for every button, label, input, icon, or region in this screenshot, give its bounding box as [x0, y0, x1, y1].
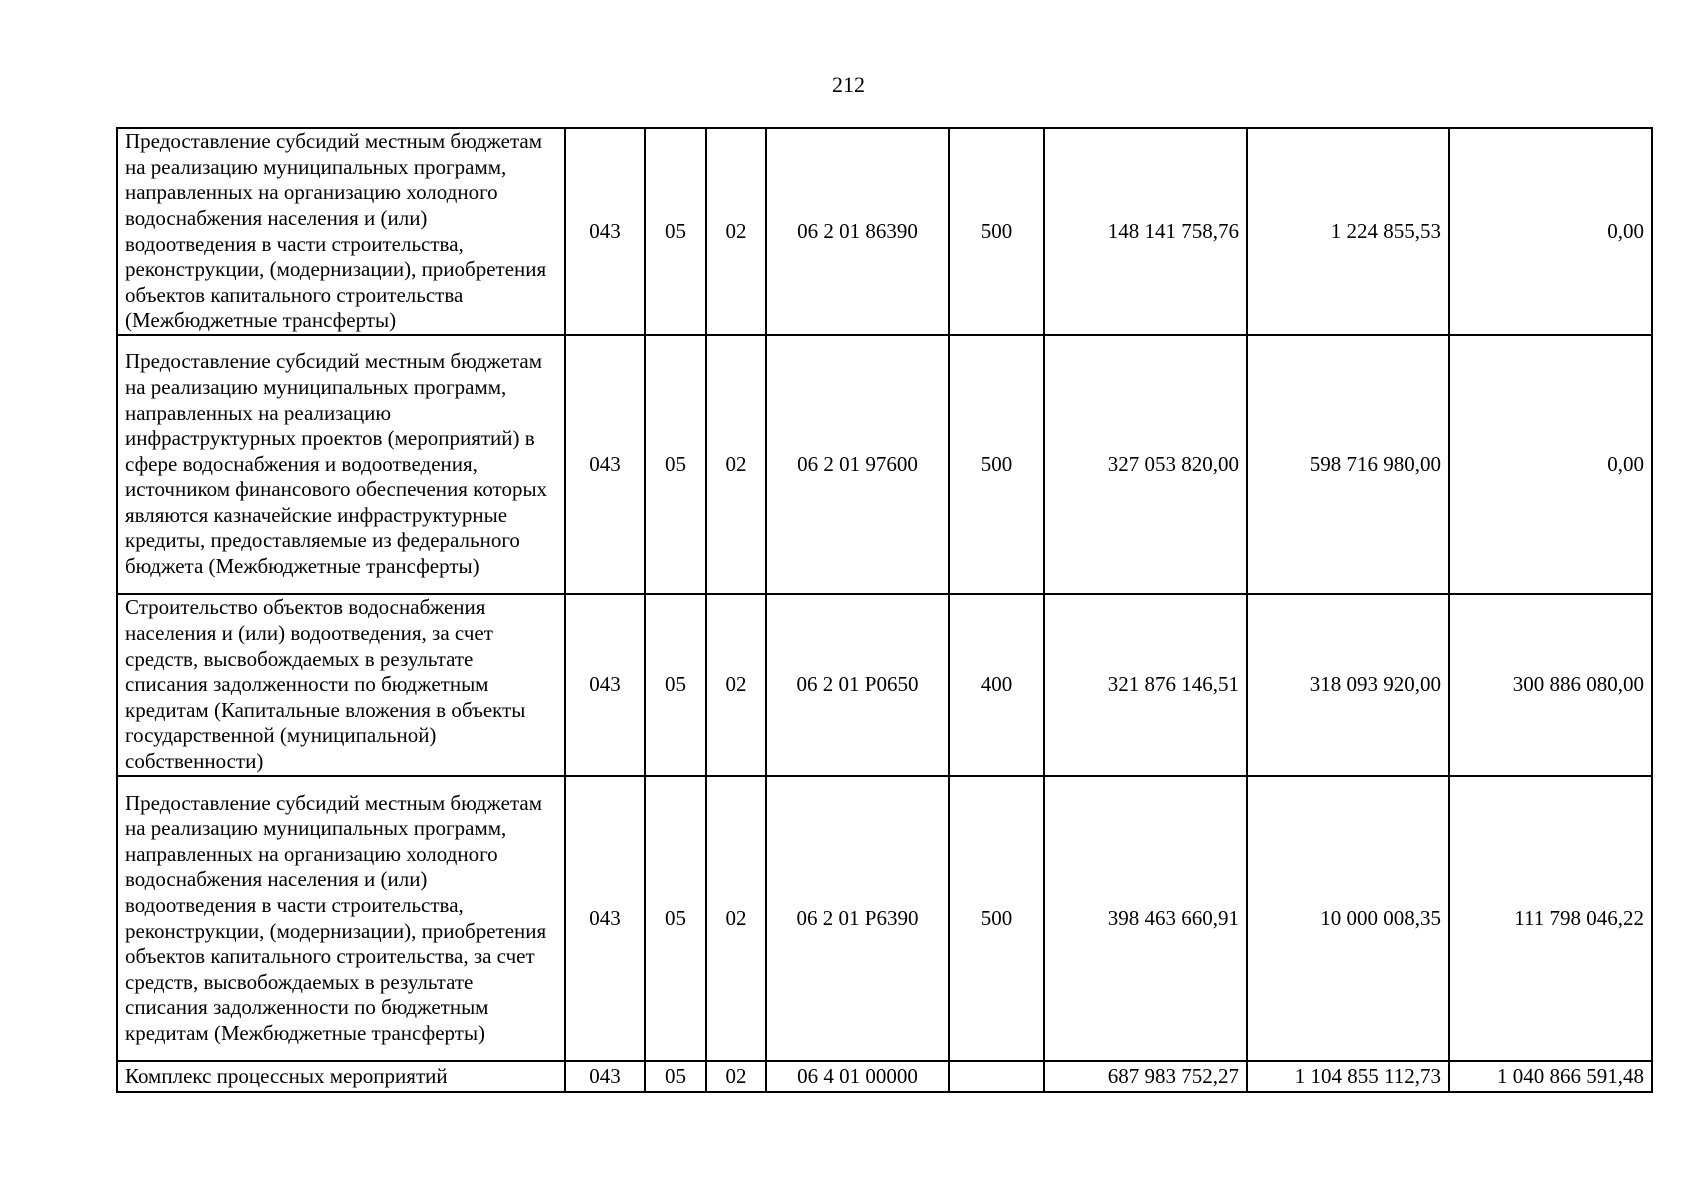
target-article-cell: 06 2 01 86390: [766, 128, 949, 335]
amount-1-cell: 321 876 146,51: [1044, 594, 1247, 776]
target-article-cell: 06 2 01 P6390: [766, 776, 949, 1061]
table-row: [117, 594, 1652, 776]
target-article-cell: 06 2 01 P0650: [766, 594, 949, 776]
ministry-code-cell: 043: [565, 335, 645, 594]
amount-1-cell: 148 141 758,76: [1044, 128, 1247, 335]
amount-2-cell: 1 224 855,53: [1247, 128, 1449, 335]
table-body: [117, 128, 1652, 1092]
subsection-code-cell: 02: [706, 594, 766, 776]
section-code-cell: 05: [645, 776, 706, 1061]
ministry-code-cell: 043: [565, 1061, 645, 1092]
expense-type-cell: 500: [949, 776, 1044, 1061]
amount-3-cell: 0,00: [1449, 128, 1652, 335]
description-cell: Предоставление субсидий местным бюджетам на реализацию муниципальных программ, направленных на организацию холодного водоснабжения населения и (или) водоотведения в части строительства, реконструкции, (модернизации), приобретения объектов капитального строительства (Межбюджетные трансферты): [117, 128, 565, 335]
expense-type-cell: 400: [949, 594, 1044, 776]
table-row: [117, 335, 1652, 594]
amount-2-cell: 1 104 855 112,73: [1247, 1061, 1449, 1092]
amount-3-cell: 111 798 046,22: [1449, 776, 1652, 1061]
description-cell: Строительство объектов водоснабжения населения и (или) водоотведения, за счет средств, высвобождаемых в результате списания задолженности по бюджетным кредитам (Капитальные вложения в объекты государственной (муниципальной) собственности): [117, 594, 565, 776]
section-code-cell: 05: [645, 335, 706, 594]
section-code-cell: 05: [645, 594, 706, 776]
section-code-cell: 05: [645, 1061, 706, 1092]
section-code-cell: 05: [645, 128, 706, 335]
amount-3-cell: 1 040 866 591,48: [1449, 1061, 1652, 1092]
budget-table: [116, 127, 1653, 1093]
description-cell: Предоставление субсидий местным бюджетам на реализацию муниципальных программ, направленных на реализацию инфраструктурных проектов (мероприятий) в сфере водоснабжения и водоотведения, источником финансового обеспечения которых являются казначейские инфраструктурные кредиты, предоставляемые из федерального бюджета (Межбюджетные трансферты): [117, 335, 565, 594]
page-number: 212: [832, 72, 865, 97]
expense-type-cell: [949, 1061, 1044, 1092]
amount-1-cell: 398 463 660,91: [1044, 776, 1247, 1061]
amount-3-cell: 300 886 080,00: [1449, 594, 1652, 776]
subsection-code-cell: 02: [706, 335, 766, 594]
subsection-code-cell: 02: [706, 128, 766, 335]
expense-type-cell: 500: [949, 128, 1044, 335]
amount-3-cell: 0,00: [1449, 335, 1652, 594]
description-cell: Предоставление субсидий местным бюджетам на реализацию муниципальных программ, направленных на организацию холодного водоснабжения населения и (или) водоотведения в части строительства, реконструкции, (модернизации), приобретения объектов капитального строительства, за счет средств, высвобождаемых в результате списания задолженности по бюджетным кредитам (Межбюджетные трансферты): [117, 776, 565, 1061]
amount-1-cell: 327 053 820,00: [1044, 335, 1247, 594]
table-row: [117, 776, 1652, 1061]
ministry-code-cell: 043: [565, 776, 645, 1061]
table-row: [117, 1061, 1652, 1092]
table-row: [117, 128, 1652, 335]
description-cell: Комплекс процессных мероприятий: [117, 1061, 565, 1092]
subsection-code-cell: 02: [706, 1061, 766, 1092]
target-article-cell: 06 4 01 00000: [766, 1061, 949, 1092]
amount-1-cell: 687 983 752,27: [1044, 1061, 1247, 1092]
target-article-cell: 06 2 01 97600: [766, 335, 949, 594]
expense-type-cell: 500: [949, 335, 1044, 594]
amount-2-cell: 598 716 980,00: [1247, 335, 1449, 594]
amount-2-cell: 10 000 008,35: [1247, 776, 1449, 1061]
ministry-code-cell: 043: [565, 594, 645, 776]
subsection-code-cell: 02: [706, 776, 766, 1061]
ministry-code-cell: 043: [565, 128, 645, 335]
amount-2-cell: 318 093 920,00: [1247, 594, 1449, 776]
